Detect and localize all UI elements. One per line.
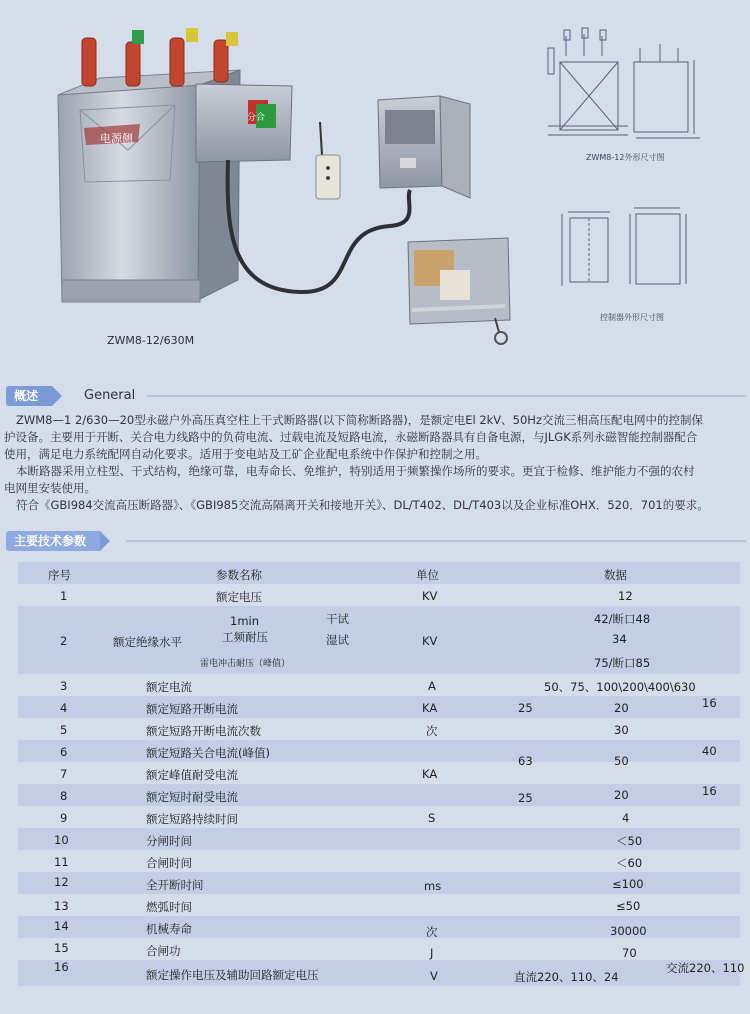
row-unit: KA (422, 767, 438, 781)
row-data: 75/断口85 (594, 656, 651, 670)
row-name: 机械寿命 (146, 922, 192, 936)
row-unit: 次 (426, 925, 438, 939)
row-seq: 13 (54, 899, 69, 913)
overview-line: 使用，满足电力系统配网自动化要求。适用于变电站及工矿企业配电系统中作保护和控制之用。 (4, 447, 487, 461)
controller-cabinet-photo (378, 96, 470, 198)
row-sub: 湿试 (326, 633, 349, 647)
row-name: 额定电压 (216, 590, 262, 604)
table-row (18, 828, 740, 850)
overview-title-zh: 概述 (6, 386, 52, 406)
table-row (18, 584, 740, 606)
row-name: 分闸时间 (146, 834, 192, 848)
row-data: 25 (518, 791, 533, 805)
controller-drawing-caption: 控制器外形尺寸图 (600, 313, 664, 322)
row-seq: 11 (54, 855, 69, 869)
overview-text (4, 412, 748, 514)
row-data: 50、75、100\200\400\630 (544, 680, 696, 694)
row-seq: 16 (54, 960, 69, 974)
row-unit: ms (424, 879, 442, 893)
overview-header (6, 386, 746, 406)
row-name: 合闸功 (146, 944, 181, 958)
row-name: 额定短路关合电流(峰值) (146, 746, 270, 760)
row-data: ≤100 (612, 877, 644, 891)
row-seq: 6 (60, 745, 68, 759)
overview-title-en: General (84, 388, 136, 403)
header-name: 参数名称 (216, 568, 262, 582)
row-name: 额定短路开断电流次数 (146, 724, 261, 738)
row-data: 70 (622, 946, 637, 960)
row-data: ＜50 (616, 834, 643, 848)
product-figure-area (0, 0, 750, 370)
breaker-photo (58, 28, 410, 302)
row-name: 额定峰值耐受电流 (146, 768, 238, 782)
row-name: 燃弧时间 (146, 900, 192, 914)
table-row (18, 894, 740, 916)
row-seq: 4 (60, 701, 68, 715)
row-unit: A (428, 679, 436, 693)
row-seq: 9 (60, 811, 68, 825)
row-data: 34 (612, 632, 627, 646)
row-data: 30 (614, 723, 629, 737)
overview-line: ZWM8—1 2/630—20型永磁户外高压真空柱上干式断路器(以下简称断路器)，是额定电El 2kV、50Hz交流三相高压配电网中的控制保 (16, 413, 703, 427)
controller-internal-photo (408, 238, 510, 344)
row-unit: KA (422, 701, 438, 715)
table-row (18, 916, 740, 938)
table-row (18, 754, 740, 784)
row-name: 全开断时间 (146, 878, 204, 892)
breaker-indicator-label: 分合 (247, 113, 266, 123)
row-name: 额定电流 (146, 680, 192, 694)
overview-line: 护设备。主要用于开断、关合电力线路中的负荷电流、过载电流及短路电流，永磁断路器具有自备电源，与JLGK系列永磁智能控制器配合 (4, 430, 698, 444)
row-data: 4 (622, 811, 630, 825)
row-name: 额定操作电压及辅助回路额定电压 (146, 968, 319, 982)
table-row (18, 784, 740, 806)
header-seq: 序号 (48, 568, 71, 582)
breaker-outline-drawing (548, 28, 700, 138)
row-seq: 15 (54, 941, 69, 955)
row-data: ＜60 (616, 856, 643, 870)
row-data: ≤50 (616, 899, 641, 913)
table-row (18, 718, 740, 740)
row-sub: 雷电冲击耐压（峰值） (200, 659, 291, 669)
row-name: 额定短路持续时间 (146, 812, 238, 826)
controller-outline-drawing (562, 208, 686, 286)
row-data: 40 (702, 744, 717, 758)
row-name: 合闸时间 (146, 856, 192, 870)
table-row (18, 740, 740, 762)
row-unit: 次 (426, 724, 438, 738)
params-title: 主要技术参数 (6, 531, 100, 551)
row-data: 16 (702, 696, 717, 710)
row-seq: 5 (60, 723, 68, 737)
table-row (18, 938, 740, 960)
table-row (18, 806, 740, 828)
row-data: 交流220、110 (666, 961, 745, 975)
row-data: 42/断口48 (594, 612, 651, 626)
row-seq: 12 (54, 875, 69, 889)
row-name: 额定短路开断电流 (146, 702, 238, 716)
table-row (18, 606, 740, 674)
row-name: 额定绝缘水平 (113, 635, 182, 649)
row-data: 20 (614, 788, 629, 802)
remote-control-photo (316, 122, 340, 199)
row-data: 63 (518, 754, 533, 768)
row-sub: 工频耐压 (222, 630, 268, 644)
row-data: 20 (614, 701, 629, 715)
row-data: 25 (518, 701, 533, 715)
row-data: 30000 (610, 924, 647, 938)
row-seq: 7 (60, 767, 68, 781)
outline-drawing-caption: ZWM8-12外形尺寸图 (586, 153, 665, 162)
row-seq: 1 (60, 589, 68, 603)
row-unit: KV (422, 589, 438, 603)
row-seq: 2 (60, 634, 68, 648)
row-seq: 14 (54, 919, 69, 933)
row-data: 12 (618, 589, 633, 603)
header-unit: 单位 (416, 568, 439, 582)
row-unit: J (430, 946, 434, 960)
table-header (18, 562, 740, 584)
table-row (18, 960, 745, 986)
params-header (6, 531, 746, 551)
table-row (18, 696, 740, 718)
row-name: 额定短时耐受电流 (146, 790, 238, 804)
row-seq: 3 (60, 679, 68, 693)
row-data: 50 (614, 754, 629, 768)
row-sub: 干试 (326, 612, 349, 626)
row-seq: 8 (60, 789, 68, 803)
main-figure-label: ZWM8-12/630M (107, 334, 195, 347)
table-row (18, 872, 740, 894)
row-unit: S (428, 811, 436, 825)
breaker-body-label: 电源侧 (100, 132, 133, 145)
row-unit: V (430, 969, 438, 983)
row-unit: KV (422, 634, 438, 648)
row-data: 16 (702, 784, 717, 798)
header-data: 数据 (604, 568, 627, 582)
overview-line: 电网里安装使用。 (4, 481, 96, 495)
table-row (18, 850, 740, 872)
table-row (18, 674, 740, 696)
row-data: 直流220、110、24 (514, 970, 619, 984)
row-seq: 10 (54, 833, 69, 847)
overview-line: 本断路器采用立柱型、干式结构，绝缘可靠，电寿命长、免维护，特别适用于频繁操作场所的要求。更宜于检修、维护能力不强的农村 (16, 464, 695, 478)
row-sub: 1min (230, 614, 260, 628)
overview-line: 符合《GBI984交流高压断路器》、《GBI985交流高隔离开关和接地开关》、DL/T402、DL/T403以及企业标准OHX．520．701的要求。 (16, 498, 709, 512)
